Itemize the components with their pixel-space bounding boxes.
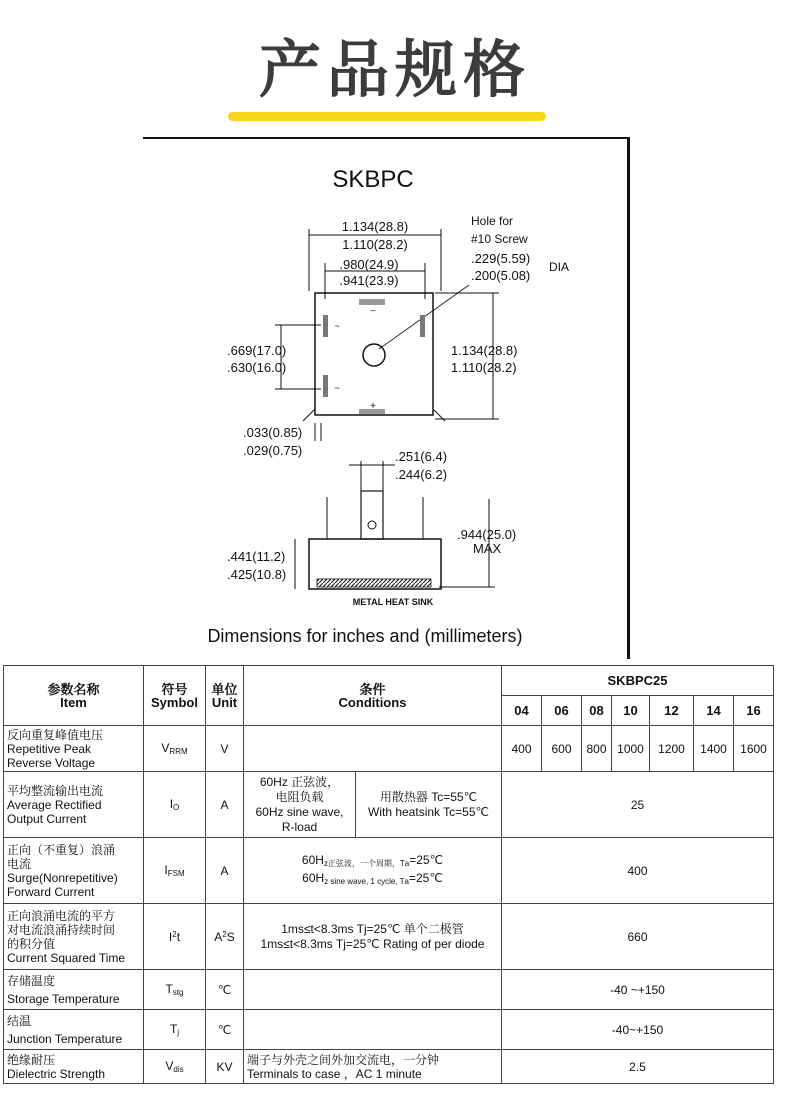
vrrm-value: 1200 [650,726,694,772]
variant-14: 14 [694,696,734,726]
header-unit: 单位 Unit [206,666,244,726]
item-io: 平均整流输出电流 Average Rectified Output Current [4,772,144,838]
pin-minus: – [370,305,376,315]
item-tstg: 存储温度 Storage Temperature [4,970,144,1010]
dim-terminal-width-min: .244(6.2) [395,467,448,482]
dim-side-height-min: .630(16.0) [227,360,287,375]
symbol-tj: $T_j$ [144,1010,206,1050]
dim-inner-width-max: .980(24.9) [339,257,399,272]
unit-ifsm: A [206,838,244,904]
value-vdis: 2.5 [502,1050,774,1084]
page-title: 产品规格 [258,33,531,106]
value-i2t: 660 [502,904,774,970]
cond-vrrm [244,726,502,772]
cond-i2t: 1ms≤t<8.3ms Tj=25℃ 单个二极管 1ms≤t<8.3ms Tj=25℃ Rating of per diode [244,904,502,970]
header-item: 参数名称 Item [4,666,144,726]
title-underline [228,112,546,121]
model-label: SKBPC [332,166,414,193]
vrrm-value: 1400 [694,726,734,772]
cond-tstg [244,970,502,1010]
unit-vrrm: V [206,726,244,772]
vrrm-value: 1000 [612,726,650,772]
table-row [4,726,774,772]
value-io: 25 [502,772,774,838]
table-row [4,772,774,838]
dim-side-height-max: .669(17.0) [227,343,287,358]
heat-sink-label: METAL HEAT SINK [352,597,434,607]
cond-io-b: 用散热器 Tc=55℃ With heatsink Tc=55℃ [356,772,502,838]
dim-body-height-min: .425(10.8) [227,567,287,582]
value-tj: -40~+150 [502,1010,774,1050]
symbol-io: $I_O$ [144,772,206,838]
dim-body-height-max: .441(11.2) [227,549,286,564]
vrrm-value: 800 [582,726,612,772]
mounting-hole [363,344,385,366]
symbol-vdis: $V_{dis}$ [144,1050,206,1084]
variant-12: 12 [650,696,694,726]
hole-note-1: Hole for [471,214,514,228]
header-symbol: 符号 Symbol [144,666,206,726]
cond-io-a: 60Hz 正弦波， 电阻负载 60Hz sine wave, R-load [244,772,356,838]
table-row [4,970,774,1010]
header-conditions: 条件 Conditions [244,666,502,726]
dim-outer-width-max: 1.134(28.8) [341,219,409,234]
symbol-tstg: $T_{stg}$ [144,970,206,1010]
vrrm-value: 1600 [734,726,774,772]
cond-tj [244,1010,502,1050]
drawing-caption: Dimensions for inches and (millimeters) [207,626,523,646]
pin-plus: + [370,401,376,412]
symbol-i2t: $I^2t$ [144,904,206,970]
unit-vdis: KV [206,1050,244,1084]
unit-io: A [206,772,244,838]
dim-terminal-width-max: .251(6.4) [395,449,448,464]
dimension-drawing [143,137,630,659]
hole-dia-min: .200(5.08) [471,268,531,283]
item-vdis: 绝缘耐压 Dielectric Strength [4,1050,144,1084]
variant-06: 06 [542,696,582,726]
dim-outer-height-min: 1.110(28.2) [451,360,517,375]
item-tj: 结温 Junction Temperature [4,1010,144,1050]
value-tstg: -40 ~+150 [502,970,774,1010]
cond-vdis: 端子与外壳之间外加交流电，一分钟 Terminals to case ，AC 1 minute [244,1050,502,1084]
dim-overall-height-max: MAX [473,541,502,556]
table-row [4,904,774,970]
value-ifsm: 400 [502,838,774,904]
unit-tj: ℃ [206,1010,244,1050]
variant-04: 04 [502,696,542,726]
variant-08: 08 [582,696,612,726]
item-i2t: 正向浪涌电流的平方 对电流浪涌持续时间 的积分值 Current Squared Time [4,904,144,970]
hole-note-2: #10 Screw [471,232,528,246]
cond-ifsm: $60H_{z正弦波,一个周期,Ta}=25℃$ $60H_{z sine wave, 1 cycle, Ta}=25℃$ [244,838,502,904]
item-ifsm: 正向（不重复）浪涌 电流 Surge(Nonrepetitive) Forward Current [4,838,144,904]
variant-16: 16 [734,696,774,726]
hole-dia-max: .229(5.59) [471,251,531,266]
item-vrrm: 反向重复峰值电压 Repetitive Peak Reverse Voltage [4,726,144,772]
symbol-ifsm: $I_{FSM}$ [144,838,206,904]
pin-ac-2: ~ [334,383,340,393]
table-row [4,1050,774,1084]
dim-outer-width-min: 1.110(28.2) [342,237,408,252]
dim-inner-width-min: .941(23.9) [339,273,399,288]
vrrm-value: 600 [542,726,582,772]
vrrm-value: 400 [502,726,542,772]
table-row [4,838,774,904]
dim-lead-thick-min: .029(0.75) [243,443,303,458]
unit-tstg: ℃ [206,970,244,1010]
dim-overall-height: .944(25.0) [457,527,517,542]
heat-sink [317,579,431,587]
table-row [4,1010,774,1050]
spec-table [3,665,774,1084]
dim-outer-height-max: 1.134(28.8) [451,343,518,358]
pin-ac-1: ~ [334,321,340,331]
hole-dia-label: DIA [549,260,570,274]
unit-i2t: $A^2S$ [206,904,244,970]
header-part: SKBPC25 [502,666,774,696]
dim-lead-thick-max: .033(0.85) [243,425,303,440]
terminal-lead [361,491,383,539]
symbol-vrrm: $V_{RRM}$ [144,726,206,772]
variant-10: 10 [612,696,650,726]
